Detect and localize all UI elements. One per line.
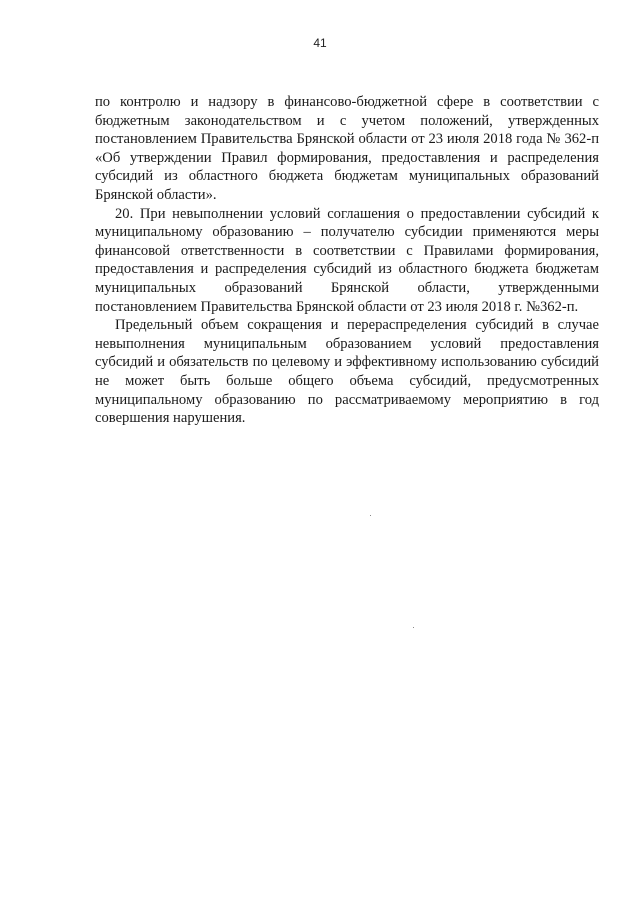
paragraph-continuation: по контролю и надзору в финансово-бюджетной сфере в соответствии с бюджетным законодательством и с учетом положений, утвержденных постановлением Правительства Брянской области от 23 июля 2018 года № 362-п «Об утверждении Правил формирования, предоставления и распределения субсидий из областного бюджета бюджетам муниципальных образований Брянской области». [95,94,599,203]
paragraph-subsidy-limit: Предельный объем сокращения и перераспределения субсидий в случае невыполнения муниципальным образованием условий предоставления субсидий и обязательств по целевому и эффективному использованию субсидий не может быть больше общего объема субсидий, предусмотренных муниципальному образованию по рассматриваемому мероприятию в год совершения нарушения. [95,317,599,427]
paragraph-item-20: 20. При невыполнении условий соглашения о предоставлении субсидий к муниципальному образованию – получателю субсидии применяются меры финансовой ответственности в соответствии с Правилами формирования, предоставления и распределения субсидий из областного бюджета бюджетам муниципальных образований Брянской области, утвержденными постановлением Правительства Брянской области от 23 июля 2018 г. №362-п. [95,205,599,315]
scan-speck [413,627,414,628]
scan-speck [370,515,371,516]
document-body [95,93,599,428]
page-number: 41 [313,36,327,50]
